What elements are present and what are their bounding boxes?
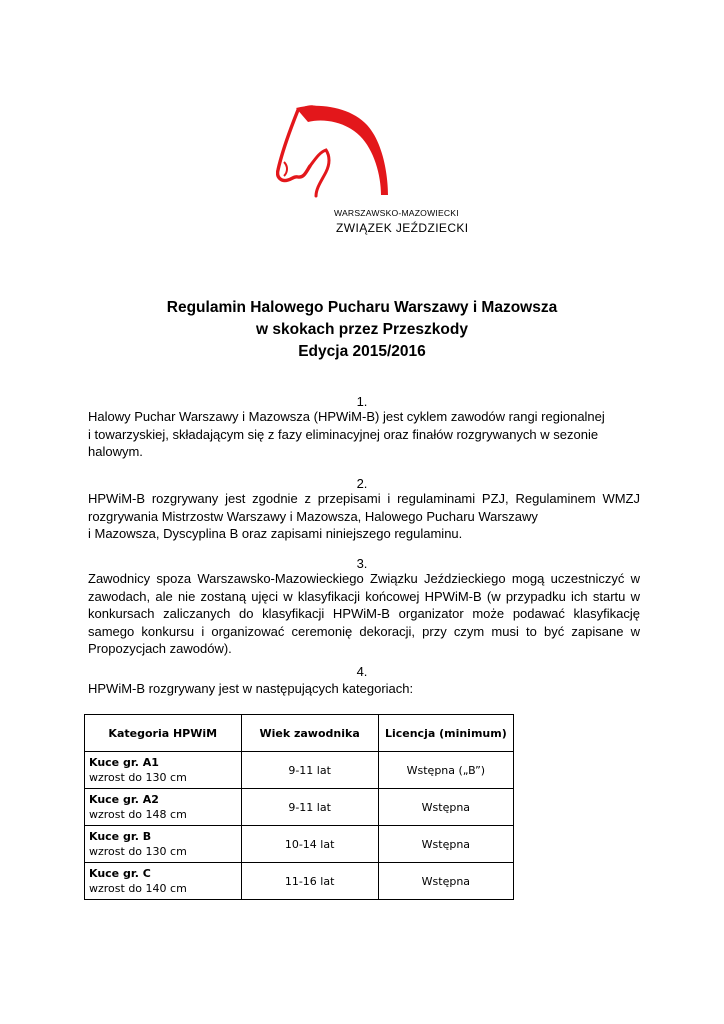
paragraph-line: konkursach zaliczanych do klasyfikacji HPWiM-B organizator może podawać klasyfikację — [88, 606, 640, 621]
logo-line-1: WARSZAWSKO-MAZOWIECKI — [334, 208, 459, 218]
category-height: wzrost do 148 cm — [89, 808, 187, 821]
table-row — [85, 789, 514, 826]
section-paragraph — [88, 680, 640, 698]
table-header-row — [85, 715, 514, 752]
category-cell — [85, 826, 242, 863]
document-title — [0, 297, 724, 363]
license-cell: Wstępna — [378, 863, 513, 900]
section-number: 2. — [356, 476, 368, 491]
license-cell: Wstępna — [378, 789, 513, 826]
federation-logo — [276, 100, 486, 250]
category-name: Kuce gr. A2 — [89, 793, 159, 806]
age-cell: 9-11 lat — [241, 752, 378, 789]
category-height: wzrost do 130 cm — [89, 845, 187, 858]
paragraph-line: halowym. — [88, 444, 143, 459]
column-header: Kategoria HPWiM — [85, 715, 242, 752]
paragraph-line: HPWiM-B rozgrywany jest zgodnie z przepisami i regulaminami PZJ, Regulaminem WMZJ — [88, 491, 640, 506]
category-cell — [85, 752, 242, 789]
category-name: Kuce gr. A1 — [89, 756, 159, 769]
paragraph-line: Propozycjach zawodów). — [88, 641, 232, 656]
categories-table — [84, 714, 514, 900]
column-header: Wiek zawodnika — [241, 715, 378, 752]
paragraph-line: rozgrywania Mistrzostw Warszawy i Mazowsza, Halowego Pucharu Warszawy — [88, 508, 538, 524]
section-number: 1. — [356, 394, 368, 409]
section-paragraph — [88, 408, 640, 461]
section-paragraph — [88, 490, 640, 543]
section-number: 4. — [356, 664, 368, 679]
horse-head-icon — [276, 100, 486, 210]
section-number: 3. — [356, 556, 368, 571]
table-row — [85, 863, 514, 900]
category-cell — [85, 863, 242, 900]
section-paragraph — [88, 570, 640, 658]
category-height: wzrost do 140 cm — [89, 882, 187, 895]
paragraph-line: i towarzyskiej, składającym się z fazy eliminacyjnej oraz finałów rozgrywanych w sezonie — [88, 426, 599, 442]
table-row — [85, 826, 514, 863]
category-cell — [85, 789, 242, 826]
table-row — [85, 752, 514, 789]
paragraph-line: Halowy Puchar Warszawy i Mazowsza (HPWiM-B) jest cyklem zawodów rangi regionalnej — [88, 409, 605, 424]
category-name: Kuce gr. C — [89, 867, 151, 880]
title-line-3: Edycja 2015/2016 — [298, 343, 426, 360]
paragraph-line: HPWiM-B rozgrywany jest w następujących kategoriach: — [88, 681, 414, 696]
title-line-1: Regulamin Halowego Pucharu Warszawy i Mazowsza — [166, 299, 558, 316]
paragraph-line: zawodach, ale nie zostaną ujęci w klasyfikacji końcowej HPWiM-B (w przypadku ich startu w — [88, 588, 640, 604]
category-name: Kuce gr. B — [89, 830, 152, 843]
license-cell: Wstępna („B”) — [378, 752, 513, 789]
paragraph-line: i Mazowsza, Dyscyplina B oraz zapisami niniejszego regulaminu. — [88, 526, 463, 541]
logo-line-2: ZWIĄZEK JEŹDZIECKI — [336, 221, 469, 235]
category-height: wzrost do 130 cm — [89, 771, 187, 784]
age-cell: 9-11 lat — [241, 789, 378, 826]
paragraph-line: samego konkursu i organizować ceremonię dekoracji, przy czym musi to być zapisane w — [88, 623, 640, 639]
age-cell: 11-16 lat — [241, 863, 378, 900]
column-header: Licencja (minimum) — [378, 715, 513, 752]
age-cell: 10-14 lat — [241, 826, 378, 863]
license-cell: Wstępna — [378, 826, 513, 863]
title-line-2: w skokach przez Przeszkody — [256, 321, 468, 338]
paragraph-line: Zawodnicy spoza Warszawsko-Mazowieckiego Związku Jeździeckiego mogą uczestniczyć w — [88, 571, 640, 586]
